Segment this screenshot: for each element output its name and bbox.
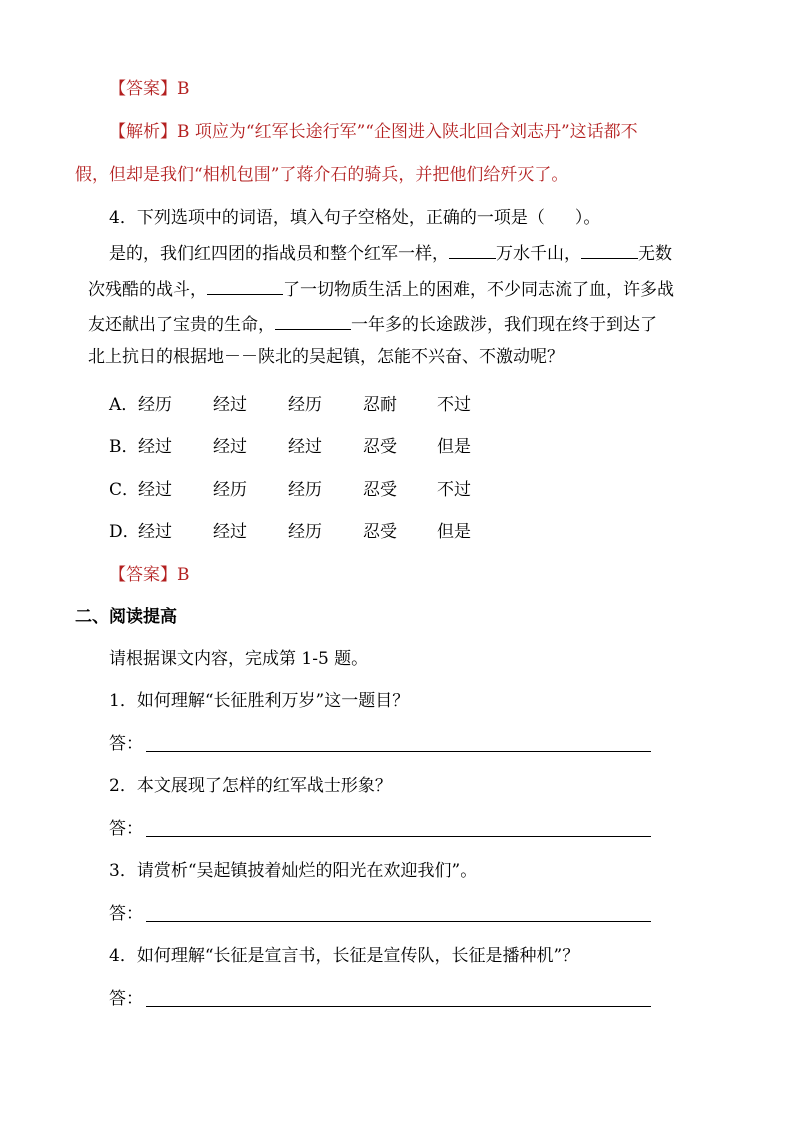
section-title: 二、阅读提高	[75, 607, 177, 627]
q4-passage-line1	[109, 240, 672, 265]
section-instruction: 请根据课文内容，完成第 1-5 题。	[109, 649, 369, 669]
fill-blank-2	[581, 240, 638, 259]
option-a-word: 经历	[138, 395, 172, 415]
q4-stem	[109, 207, 600, 229]
q4-passage-line2	[88, 276, 674, 301]
fill-blank-4	[275, 311, 351, 330]
answer-label-3: 答：	[109, 904, 143, 924]
option-a-word: 不过	[437, 395, 471, 415]
option-d-word: 忍受	[363, 522, 397, 542]
answer-line-3[interactable]	[146, 921, 651, 922]
option-c-word: 不过	[437, 480, 471, 500]
answer-line-1[interactable]	[146, 751, 651, 752]
option-c-word: 忍受	[363, 480, 397, 500]
passage-text: 次残酷的战斗，	[88, 280, 207, 300]
option-d-word: 经过	[213, 522, 247, 542]
option-c-word: 经历	[288, 480, 322, 500]
option-b-word: 经过	[288, 437, 322, 457]
answer-line-2[interactable]	[146, 836, 651, 837]
option-c-word: 经历	[213, 480, 247, 500]
option-a-word: 经过	[213, 395, 247, 415]
q4-answer: 【答案】B	[109, 565, 190, 585]
answer-label-4: 答：	[109, 989, 143, 1009]
q3-answer: 【答案】B	[109, 79, 190, 99]
analysis-label: 【解析】	[109, 122, 177, 142]
option-b-word: 忍受	[363, 437, 397, 457]
option-a-word: 经历	[288, 395, 322, 415]
q4-passage-line4: 北上抗日的根据地－－陕北的吴起镇，怎能不兴奋、不激动呢？	[88, 347, 564, 367]
option-d-word: 但是	[437, 522, 471, 542]
fill-blank-1	[449, 240, 496, 259]
question-3: 3．请赏析“吴起镇披着灿烂的阳光在欢迎我们”。	[109, 861, 478, 881]
option-a-letter: A．	[109, 395, 139, 415]
answer-label-2: 答：	[109, 819, 143, 839]
option-b-word: 经过	[213, 437, 247, 457]
q3-analysis-line2: 假，但却是我们“相机包围”了蒋介石的骑兵，并把他们给歼灭了。	[75, 165, 569, 185]
passage-text: 是的，我们红四团的指战员和整个红军一样，	[109, 244, 449, 264]
passage-text: 一年多的长途跋涉，我们现在终于到达了	[351, 315, 657, 335]
option-a-word: 忍耐	[363, 395, 397, 415]
passage-text: 万水千山，	[496, 244, 581, 264]
fill-blank-3	[207, 276, 283, 295]
q3-analysis-line1	[109, 121, 638, 143]
passage-text: 了一切物质生活上的困难，不少同志流了血，许多战	[283, 280, 674, 300]
option-c-word: 经过	[138, 480, 172, 500]
q4-stem-prefix: 4．下列选项中的词语，填入句子空格处，正确的一项是（	[109, 208, 545, 228]
option-b-word: 经过	[138, 437, 172, 457]
option-c-letter: C．	[109, 480, 140, 500]
passage-text: 无数	[638, 244, 672, 264]
passage-text: 友还献出了宝贵的生命，	[88, 315, 275, 335]
question-1: 1．如何理解“长征胜利万岁”这一题目？	[109, 691, 410, 711]
option-d-letter: D．	[109, 522, 140, 542]
question-2: 2．本文展现了怎样的红军战士形象？	[109, 776, 392, 796]
option-d-word: 经历	[288, 522, 322, 542]
answer-line-4[interactable]	[146, 1006, 651, 1007]
analysis-text-1: B 项应为“红军长途行军”“企图进入陕北回合刘志丹”这话都不	[177, 122, 638, 142]
option-d-word: 经过	[138, 522, 172, 542]
option-b-letter: B．	[109, 437, 139, 457]
option-b-word: 但是	[437, 437, 471, 457]
q4-stem-suffix: ）。	[574, 208, 601, 228]
q4-passage-line3	[88, 311, 657, 336]
answer-label-1: 答：	[109, 734, 143, 754]
question-4: 4．如何理解“长征是宣言书，长征是宣传队，长征是播种机”？	[109, 946, 580, 966]
